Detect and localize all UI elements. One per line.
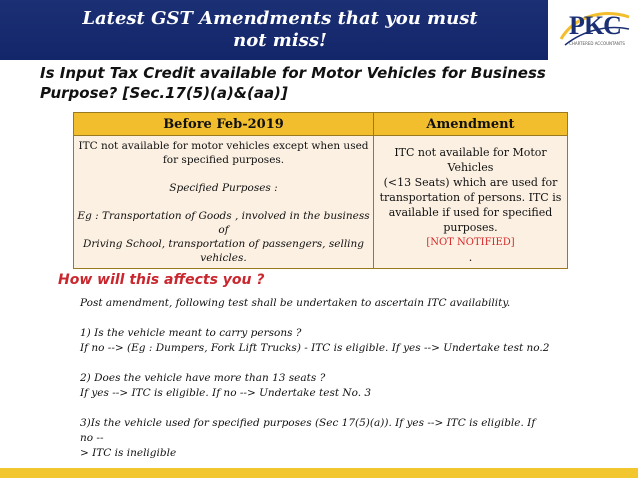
test-2-answer: If yes --> ITC is eligible. If no --> Undertake test No. 3 — [80, 387, 372, 399]
itc-tests — [80, 296, 550, 461]
intro-text: Post amendment, following test shall be undertaken to ascertain ITC availability. — [80, 297, 511, 309]
amendment-line-3: transportation of persons. ITC is — [379, 191, 562, 204]
question-line-1: Is Input Tax Credit available for Motor Vehicles for Business — [40, 64, 546, 82]
amendment-line-5: purposes. — [443, 221, 498, 234]
amendment-dot: . — [468, 251, 473, 264]
amendment-line-1: ITC not available for Motor Vehicles — [394, 146, 547, 174]
header-amendment: Amendment — [374, 113, 568, 136]
table-row — [74, 136, 568, 269]
amendment-text — [377, 145, 564, 265]
test-1-question: 1) Is the vehicle meant to carry persons ? — [80, 327, 302, 339]
logo-subtext: CHARTERED ACCOUNTANTS — [569, 41, 625, 46]
slide-title — [60, 8, 500, 52]
eg-line-1: Eg : Transportation of Goods , involved in the business of — [77, 210, 370, 236]
spacer — [77, 195, 370, 209]
test-2-question: 2) Does the vehicle have more than 13 seats ? — [80, 372, 326, 384]
eg-line-2: Driving School, transportation of passengers, selling — [82, 238, 365, 250]
specified-purposes-label: Specified Purposes : — [169, 182, 278, 194]
slide-title-line-2: not miss! — [233, 30, 327, 51]
test-3-line-1: 3)Is the vehicle used for specified purposes (Sec 17(5)(a)). If yes --> ITC is eligible. If no -- — [80, 417, 536, 444]
logo-text: PKC — [569, 11, 621, 40]
spacer — [80, 356, 550, 371]
footer-bar — [0, 468, 638, 478]
amendment-cell — [374, 136, 568, 269]
question-line-2: Purpose? [Sec.17(5)(a)&(aa)] — [40, 84, 288, 102]
spacer — [77, 167, 370, 181]
not-notified-badge: [NOT NOTIFIED] — [426, 237, 515, 248]
before-line-2: for specified purposes. — [162, 154, 285, 166]
header-before-feb-2019: Before Feb-2019 — [74, 113, 374, 136]
test-1-answer: If no --> (Eg : Dumpers, Fork Lift Trucks) - ITC is eligible. If yes --> Undertake test no.2 — [80, 342, 550, 354]
slide-title-line-1: Latest GST Amendments that you must — [82, 8, 478, 29]
spacer — [80, 311, 550, 326]
pkc-logo — [555, 5, 633, 55]
before-line-1: ITC not available for motor vehicles except when used — [78, 140, 369, 152]
title-banner — [0, 0, 548, 60]
amendment-line-2: (<13 Seats) which are used for — [383, 176, 558, 189]
table-header-row — [74, 113, 568, 136]
how-heading: How will this affects you ? — [58, 272, 265, 288]
amendment-line-4: available if used for specified — [388, 206, 553, 219]
itc-question — [40, 63, 600, 103]
test-3-line-2: > ITC is ineligible — [80, 447, 177, 459]
spacer — [80, 401, 550, 416]
before-cell — [74, 136, 374, 269]
amendment-table — [73, 112, 568, 269]
eg-line-3: vehicles. — [200, 252, 247, 264]
slide-header — [0, 0, 638, 60]
